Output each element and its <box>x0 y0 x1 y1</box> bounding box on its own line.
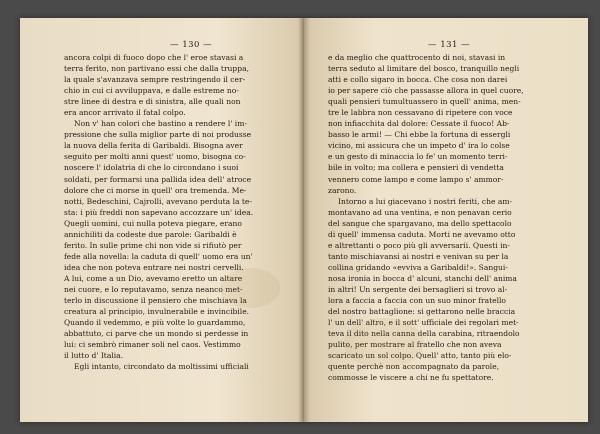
text-line: teva il dito nella canna della carabina, ritraendolo <box>328 329 520 339</box>
text-line: creatura al principio, invulnerabile e invincibile. <box>64 307 250 317</box>
text-line: del nostro battaglione: si gettarono nelle braccia <box>328 307 516 317</box>
text-line: dolore che ci morse in quell' ora tremenda. Me- <box>64 185 247 195</box>
text-line: lui: ci sembrò rimaner soli nel caos. Vestimmo <box>64 340 241 350</box>
text-line: e da meglio che quattrocento di noi, stavasi in <box>328 53 506 62</box>
text-line: vicino, mi assicura che un impeto d' ira lo colse <box>328 141 510 151</box>
text-line: tre le labbra non cessavano di ripetere con voce <box>328 108 513 118</box>
left-page-text <box>64 52 290 372</box>
text-line: il lutto d' Italia. <box>64 351 124 361</box>
text-line: Quando il vedemmo, e più volte lo guardammo, <box>64 318 246 328</box>
text-line: fede alla novella: la caduta di quell' uomo era un' <box>64 251 253 261</box>
text-line: pulito, per mostrare al fratello che non aveva <box>328 340 502 350</box>
text-line: terra ferito, non partivano essi che dalla truppa, <box>64 64 249 74</box>
text-line: basso le armi! — Chi ebbe la fortuna di essergli <box>328 130 511 140</box>
text-line: collina gridando «evviva a Garibaldi!». Sangui- <box>328 262 508 272</box>
text-line: quali pensieri tumultuassero in quell' anima, men- <box>328 97 521 107</box>
text-line: notti, Bedeschini, Cajrolli, avevano perduta la te- <box>64 196 252 206</box>
text-line: noscere l' idolatria di che lo circondano i suoi <box>64 163 239 173</box>
text-line: ferito. In sulle prime chi non vide si rifiutò per <box>64 240 242 250</box>
text-line: di quell' immensa caduta. Morti ne avevamo otto <box>328 229 516 239</box>
text-line: bile in volto; ma collera e pensieri di vendetta <box>328 163 504 173</box>
text-line: A lui, come a un Dio, avevamo eretto un altare <box>64 273 243 283</box>
text-line: e altrettanti o poco più gli avversarii. Questi in- <box>328 240 510 250</box>
text-line: commosse le viscere a chi ne fu spettatore. <box>328 373 494 383</box>
text-line: terra seduto al limitare del bosco, tranquillo negli <box>328 64 520 74</box>
text-line: terlo in discussione il pensiero che mischiava la <box>64 296 247 306</box>
text-line: e un gesto di minaccia lo fe' un momento terri- <box>328 152 508 162</box>
text-line: la quale s'avanzava sempre restringendo il cer- <box>64 75 246 85</box>
text-line: zarono. <box>328 185 357 195</box>
text-line: atti e collo sigaro in bocca. Che cosa non darei <box>328 75 508 85</box>
text-line: montavano ad una ventina, e non penavan cerio <box>328 207 512 217</box>
book-gutter <box>298 18 310 422</box>
text-line: pressione che sulla miglior parte di noi produsse <box>64 130 252 140</box>
text-line: la nuova della ferita di Garibaldi. Bisogna aver <box>64 141 243 151</box>
text-line: idea che non poteva entrare nei nostri cervelli. <box>64 262 244 272</box>
text-line: non infiacchita dal dolore: Cessate il fuoco! Ab- <box>328 119 510 129</box>
text-line: stre linee di destra e di sinistra, alle quali non <box>64 97 241 107</box>
text-line: in altri! Un sergente dei bersaglieri si trovo al- <box>328 284 508 294</box>
text-line: quente perchè non accompagnato da parole, <box>328 362 500 372</box>
text-line: Quegli uomini, cui nulla poteva piegare, erano <box>64 218 242 228</box>
text-line: abbattuto, ci parve che un mondo si perdesse in <box>64 329 249 339</box>
right-page-number: — 131 — <box>428 40 471 50</box>
text-line: vennero come lampo e come lampo s' ammor- <box>328 174 504 184</box>
text-line: ancora colpi di fuoco dopo che l' eroe stavasi a <box>64 53 244 62</box>
text-line: nei cuore, e lo reputavamo, senza neanco met- <box>64 284 243 294</box>
text-line: nosa ironia in bocca d' alcuni, stanchi dell' anima <box>328 273 517 283</box>
left-page-number: — 130 — <box>170 40 213 50</box>
text-line: lora a faccia a faccia con un suo minor fratello <box>328 296 506 306</box>
text-line: sta: i più freddi non sapevano accozzare un' idea. <box>64 207 254 217</box>
text-line: annichiliti da codeste due parole: Garibaldi è <box>64 229 237 239</box>
text-line: seguito per molti anni quest' uomo, bisogna co- <box>64 152 246 162</box>
text-line: soldati, per formarsi una pallida idea dell' atroce <box>64 174 252 184</box>
text-line: Non v' han colori che bastino a rendere l' im- <box>74 119 247 129</box>
text-line: l' un dell' altro, e il sott' ufficiale dei regolari met- <box>328 318 519 328</box>
text-line: tanto mischiavansi ai nostri e venivan su per la <box>328 251 509 261</box>
text-line: Egli intanto, circondato da moltissimi ufficiali <box>74 362 249 372</box>
text-line: io per sapere ciò che passasse allora in quel cuore, <box>328 86 524 96</box>
right-page <box>304 18 588 422</box>
text-line: del sangue che spargavano, ma dello spettacolo <box>328 218 512 228</box>
left-page <box>20 18 304 422</box>
text-line: scaricato un sol colpo. Quell' atto, tanto più elo- <box>328 351 512 361</box>
text-line: chio in cui ci avviluppava, e dalle estreme no- <box>64 86 239 96</box>
text-line: Intorno a lui giacevano i nostri feriti, che am- <box>338 196 513 206</box>
text-line: era ancor arrivato il fatal colpo. <box>64 108 186 118</box>
